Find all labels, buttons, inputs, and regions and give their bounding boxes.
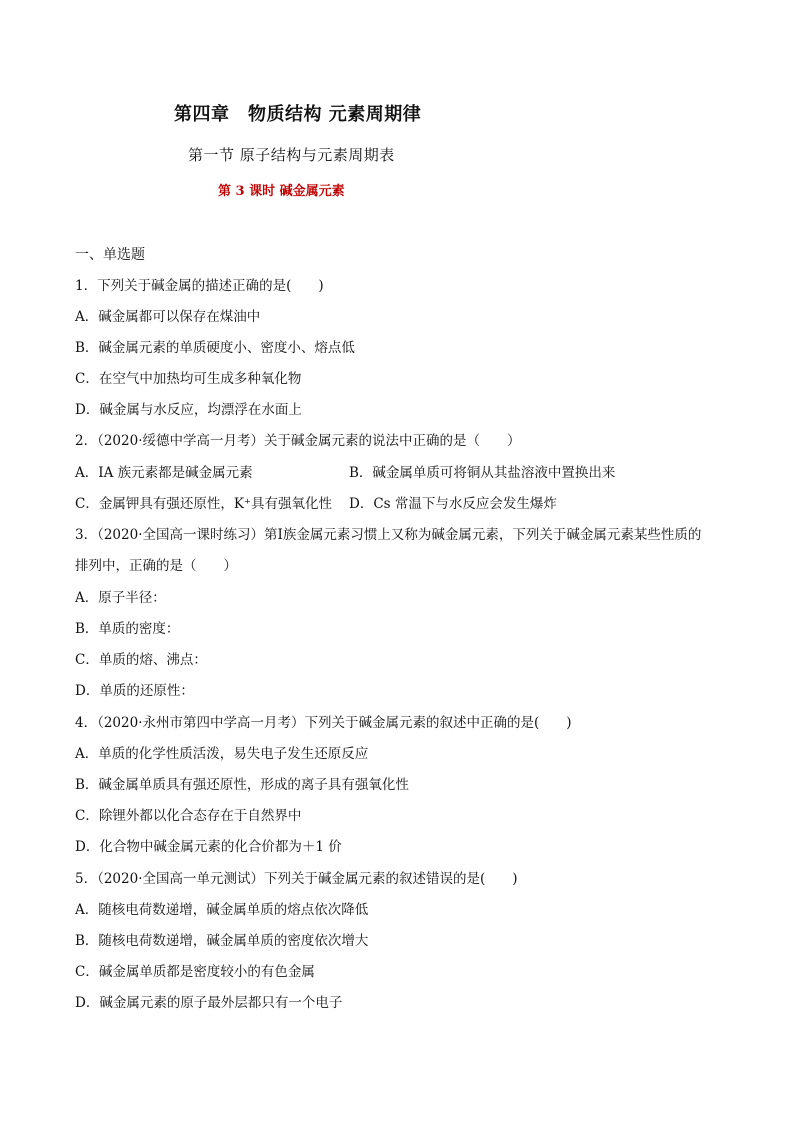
question-4-option-d: D．化合物中碱金属元素的化合价都为＋1 价	[75, 839, 342, 855]
question-1-option-b: B．碱金属元素的单质硬度小、密度小、熔点低	[75, 340, 355, 356]
question-5-option-c: C．碱金属单质都是密度较小的有色金属	[75, 964, 315, 980]
question-1-option-c: C．在空气中加热均可生成多种氧化物	[75, 371, 302, 387]
question-5-stem: 5．（2020·全国高一单元测试）下列关于碱金属元素的叙述错误的是( )	[75, 871, 518, 887]
question-1-stem: 1．下列关于碱金属的描述正确的是( )	[75, 278, 324, 294]
question-5-option-b: B．随核电荷数递增，碱金属单质的密度依次增大	[75, 933, 369, 949]
section-title: 第一节 原子结构与元素周期表	[188, 146, 395, 164]
question-4-option-b: B．碱金属单质具有强还原性，形成的离子具有强氧化性	[75, 777, 409, 793]
question-2-option-a: A．ⅠA 族元素都是碱金属元素	[75, 465, 253, 481]
chapter-title: 第四章 物质结构 元素周期律	[174, 104, 422, 125]
question-2-option-b: B．碱金属单质可将铜从其盐溶液中置换出来	[349, 465, 616, 481]
question-3-stem-line-2: 排列中，正确的是（ ）	[75, 558, 237, 574]
lesson-title: 第 3 课时 碱金属元素	[218, 184, 345, 199]
question-5-option-d: D．碱金属元素的原子最外层都只有一个电子	[75, 995, 343, 1011]
question-3-option-a: A．原子半径：	[75, 590, 166, 606]
question-1-option-d: D．碱金属与水反应，均漂浮在水面上	[75, 402, 302, 418]
question-4-option-c: C．除锂外都以化合态存在于自然界中	[75, 808, 302, 824]
question-3-option-d: D．单质的还原性：	[75, 683, 194, 699]
question-2-stem: 2．（2020·绥德中学高一月考）关于碱金属元素的说法中正确的是（ ）	[75, 433, 521, 449]
question-4-option-a: A．单质的化学性质活泼，易失电子发生还原反应	[75, 746, 369, 762]
question-2-option-d: D．Cs 常温下与水反应会发生爆炸	[349, 496, 557, 512]
question-3-option-c: C．单质的熔、沸点：	[75, 652, 207, 668]
question-1-option-a: A．碱金属都可以保存在煤油中	[75, 309, 261, 325]
question-5-option-a: A．随核电荷数递增，碱金属单质的熔点依次降低	[75, 902, 369, 918]
question-3-stem-line-1: 3．（2020·全国高一课时练习）第Ⅰ族金属元素习惯上又称为碱金属元素，下列关于碱金属元素某些性质的	[75, 527, 702, 543]
question-4-stem: 4．（2020·永州市第四中学高一月考）下列关于碱金属元素的叙述中正确的是( )	[75, 715, 572, 731]
section-heading: 一、单选题	[75, 247, 145, 263]
question-3-option-b: B．单质的密度：	[75, 621, 180, 637]
question-2-option-c: C．金属钾具有强还原性，K⁺具有强氧化性	[75, 496, 333, 512]
